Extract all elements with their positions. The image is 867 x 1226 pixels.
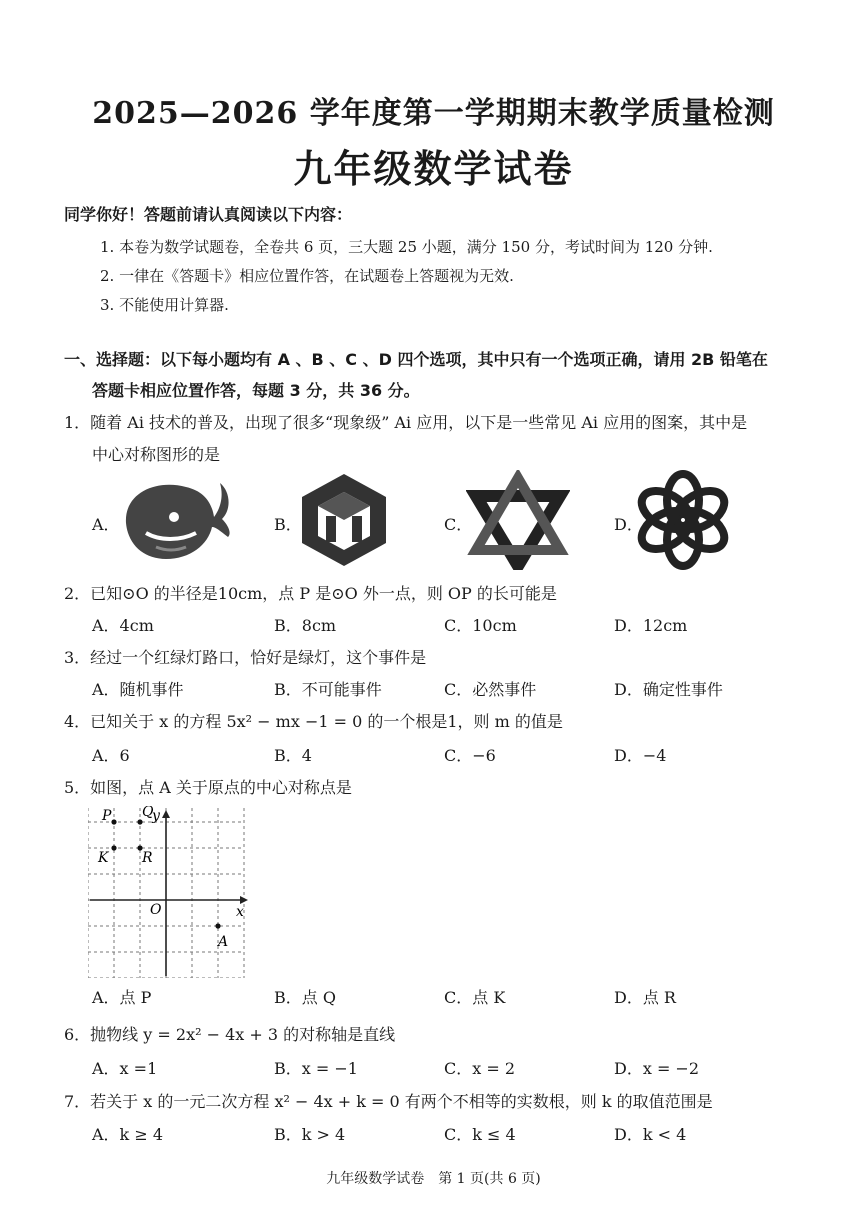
question-4-stem: 4．已知关于 x 的方程 5x² − mx −1 = 0 的一个根是1，则 m 的值是	[64, 712, 563, 731]
whale-logo-icon	[116, 475, 234, 563]
q2-option-b: B．8cm	[274, 616, 337, 635]
hexagon-cube-logo-icon	[296, 470, 392, 570]
point-a	[215, 923, 220, 928]
q6-option-c: C．x = 2	[444, 1059, 516, 1078]
question-7-stem: 7．若关于 x 的一元二次方程 x² − 4x + k = 0 有两个不相等的实数根，则 k 的取值范围是	[64, 1092, 713, 1111]
instruction-item-3: 3. 不能使用计算器.	[100, 296, 229, 314]
q2-option-d: D．12cm	[614, 616, 688, 635]
q7-option-b: B．k > 4	[274, 1125, 346, 1144]
question-5-stem: 5．如图，点 A 关于原点的中心对称点是	[64, 778, 352, 797]
x-axis-arrow	[240, 896, 248, 904]
exam-subtitle: 九年级数学试卷	[293, 146, 574, 191]
question-6-stem: 6．抛物线 y = 2x² − 4x + 3 的对称轴是直线	[64, 1025, 396, 1044]
q1-option-d-label: D．	[614, 515, 643, 534]
coordinate-grid-figure	[88, 806, 258, 978]
point-label-q: Q	[142, 806, 154, 820]
point-label-r: R	[142, 850, 153, 866]
q2-option-a: A．4cm	[92, 616, 154, 635]
q4-option-b: B．4	[274, 746, 312, 765]
q4-option-c: C．−6	[444, 746, 496, 765]
q3-option-b: B．不可能事件	[274, 680, 382, 699]
question-1-line1: 1．随着 Ai 技术的普及，出现了很多“现象级” Ai 应用，以下是一些常见 Ai 应用的图案，其中是	[64, 413, 748, 432]
q6-option-a: A．x =1	[92, 1059, 158, 1078]
q4-option-d: D．−4	[614, 746, 667, 765]
grid-points	[97, 806, 228, 950]
q1-option-c-label: C．	[444, 515, 473, 534]
point-k	[111, 845, 116, 850]
point-label-p: P	[102, 808, 112, 824]
question-1-line2: 中心对称图形的是	[92, 445, 221, 464]
section-heading-line1: 一、选择题：以下每小题均有 A 、B 、C 、D 四个选项，其中只有一个选项正确，请用 2B 铅笔在	[64, 350, 768, 369]
q3-option-a: A．随机事件	[92, 680, 184, 699]
y-axis-label: y	[152, 808, 160, 824]
y-axis-arrow	[162, 810, 170, 818]
q3-option-c: C．必然事件	[444, 680, 537, 699]
question-3-stem: 3．经过一个红绿灯路口，恰好是绿灯，这个事件是	[64, 648, 427, 667]
q7-option-a: A．k ≥ 4	[92, 1125, 164, 1144]
origin-label: O	[150, 902, 162, 918]
instruction-item-2: 2. 一律在《答题卡》相应位置作答，在试题卷上答题视为无效.	[100, 267, 514, 285]
question-2-stem: 2．已知⊙O 的半径是10cm，点 P 是⊙O 外一点，则 OP 的长可能是	[64, 584, 557, 603]
q3-option-d: D．确定性事件	[614, 680, 723, 699]
point-p	[111, 819, 116, 824]
page-footer: 九年级数学试卷 第 1 页(共 6 页)	[326, 1171, 541, 1187]
q5-option-c: C．点 K	[444, 988, 506, 1007]
star-shaped-logo-icon	[466, 470, 570, 570]
exam-title: 2025—2026 学年度第一学期期末教学质量检测	[92, 96, 775, 131]
point-label-a: A	[218, 934, 229, 950]
q1-option-b-label: B．	[274, 515, 302, 534]
q5-option-d: D．点 R	[614, 988, 676, 1007]
point-q	[137, 819, 142, 824]
q1-option-a-label: A．	[92, 515, 120, 534]
q7-option-d: D．k < 4	[614, 1125, 687, 1144]
instruction-item-1: 1. 本卷为数学试题卷，全卷共 6 页，三大题 25 小题，满分 150 分，考试时间为 120 分钟.	[100, 238, 713, 256]
point-label-k: K	[98, 850, 109, 866]
q6-option-b: B．x = −1	[274, 1059, 358, 1078]
instructions-greeting: 同学你好！答题前请认真阅读以下内容：	[64, 205, 353, 224]
q5-option-a: A．点 P	[92, 988, 152, 1007]
knot-logo-icon	[634, 470, 732, 570]
q7-option-c: C．k ≤ 4	[444, 1125, 516, 1144]
q5-option-b: B．点 Q	[274, 988, 336, 1007]
q2-option-c: C．10cm	[444, 616, 517, 635]
section-heading-line2: 答题卡相应位置作答，每题 3 分，共 36 分。	[92, 381, 420, 400]
x-axis-label: x	[236, 904, 244, 920]
q4-option-a: A．6	[92, 746, 130, 765]
q6-option-d: D．x = −2	[614, 1059, 700, 1078]
